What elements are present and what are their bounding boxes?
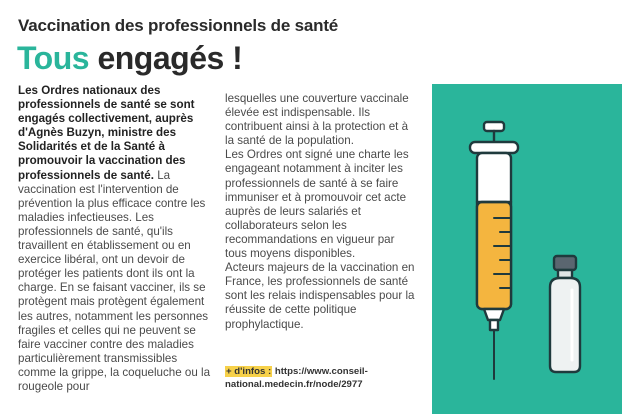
- paragraph: Acteurs majeurs de la vaccination en France, les professionnels de santé sont les relais indispensables pour la réussite de cette politique prophylactique.: [225, 261, 415, 331]
- lead-text: Les Ordres nationaux des professionnels de santé se sont engagés collectivement, auprès d'Agnès Buzyn, ministre des Solidarités et de la Santé à promouvoir la vaccination des professionnels de santé.: [18, 84, 195, 182]
- text-column-1: [18, 84, 212, 394]
- syringe-icon: [470, 122, 518, 379]
- illustration: [432, 84, 622, 414]
- body-text: La vaccination est l'intervention de prévention la plus efficace contre les maladies infectieuses. Les professionnels de santé, qu'ils travaillent en établissement ou en exercice libéral, ont un devoir de protéger les patients dont ils ont la charge. En se faisant vacciner, ils se protègent mais protègent également les autres, notamment les personnes fragiles et celles qui ne peuvent se faire vacciner contre des maladies particulièrement transmissibles comme la grippe, la coqueluche ou la rougeole pour: [18, 168, 211, 393]
- text-column-2: [225, 92, 417, 332]
- illustration-panel: [432, 84, 622, 414]
- headline-word-engages: engagés !: [97, 40, 243, 76]
- paragraph: Les Ordres ont signé une charte les engageant notamment à inciter les professionnels de santé à se faire immuniser et à promouvoir cet acte auprès de leurs salariés et collaborateurs selon les recommandations en vigueur par tous moyens disponibles.: [225, 148, 409, 261]
- paragraph: lesquelles une couverture vaccinale élevée est indispensable. Ils contribuent ainsi à la protection et à la santé de la population.: [225, 92, 409, 148]
- article-headline: [17, 38, 242, 78]
- more-info: [225, 366, 425, 391]
- article-kicker: Vaccination des professionnels de santé: [18, 16, 339, 35]
- vaccine-vial-icon: [550, 256, 580, 372]
- headline-word-tous: Tous: [17, 40, 90, 76]
- more-info-label: + d'infos :: [226, 366, 272, 377]
- more-info-link[interactable]: https://www.conseil-national.medecin.fr/node/2977: [225, 366, 368, 390]
- paragraph: [18, 84, 212, 394]
